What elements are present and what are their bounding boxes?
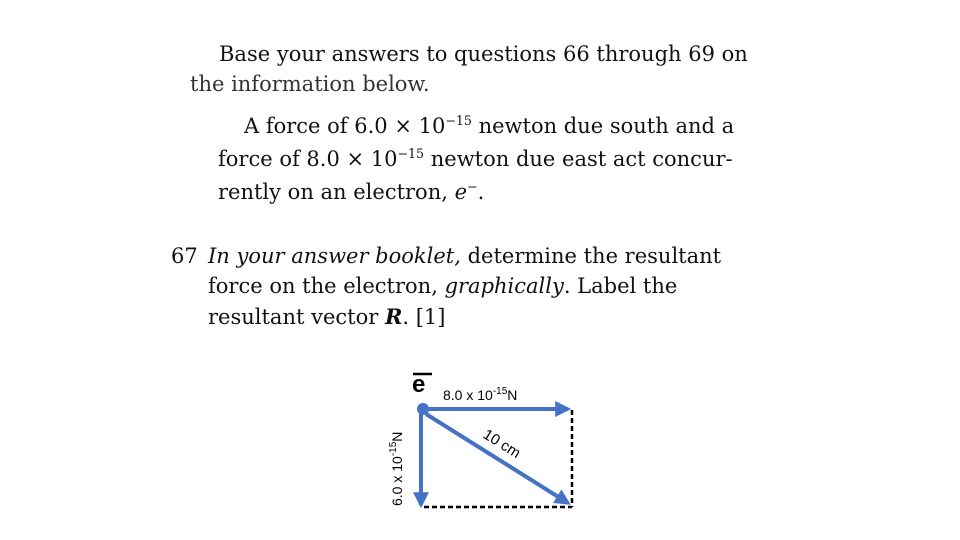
question-number: 67	[171, 244, 198, 268]
exponent: −15	[445, 113, 472, 128]
south-force-text: 6.0 x 10	[389, 456, 405, 506]
resultant-label: 10 cm	[479, 425, 524, 463]
question-italic: In your answer booklet,	[208, 244, 461, 268]
electron-dot	[417, 403, 429, 415]
scenario-text: newton due south and a	[471, 114, 735, 138]
south-force-label	[388, 432, 405, 506]
scenario-text: rently on an electron,	[218, 180, 455, 204]
east-force-label	[443, 386, 517, 403]
scenario-text: newton due east act concur-	[424, 147, 733, 171]
scenario-text: A force of 6.0 × 10	[244, 114, 446, 138]
east-force-exponent: -15	[492, 386, 508, 397]
intro-line-1: Base your answers to questions 66 through 69 on	[219, 42, 748, 66]
south-force-exponent: -15	[388, 441, 399, 457]
question-text: . [1]	[402, 305, 446, 329]
exponent: −15	[397, 146, 425, 161]
east-force-text: 8.0 x 10	[443, 387, 493, 403]
scenario-text: force of 8.0 × 10	[218, 147, 398, 171]
question-text: determine the resultant	[460, 244, 722, 268]
scenario-text: .	[477, 180, 485, 204]
resultant-symbol: R	[384, 304, 403, 329]
south-force-unit: N	[389, 431, 405, 442]
question-text: force on the electron,	[208, 274, 445, 298]
east-force-unit: N	[507, 387, 518, 403]
resultant-vector	[426, 414, 568, 503]
question-italic: graphically	[444, 274, 564, 298]
particle-label: e	[412, 371, 426, 398]
question-text: resultant vector	[208, 305, 385, 329]
intro-line-2: the information below.	[190, 72, 430, 96]
electron-charge: −	[467, 179, 478, 194]
question-text: . Label the	[563, 274, 678, 298]
electron-symbol: e	[454, 180, 468, 204]
